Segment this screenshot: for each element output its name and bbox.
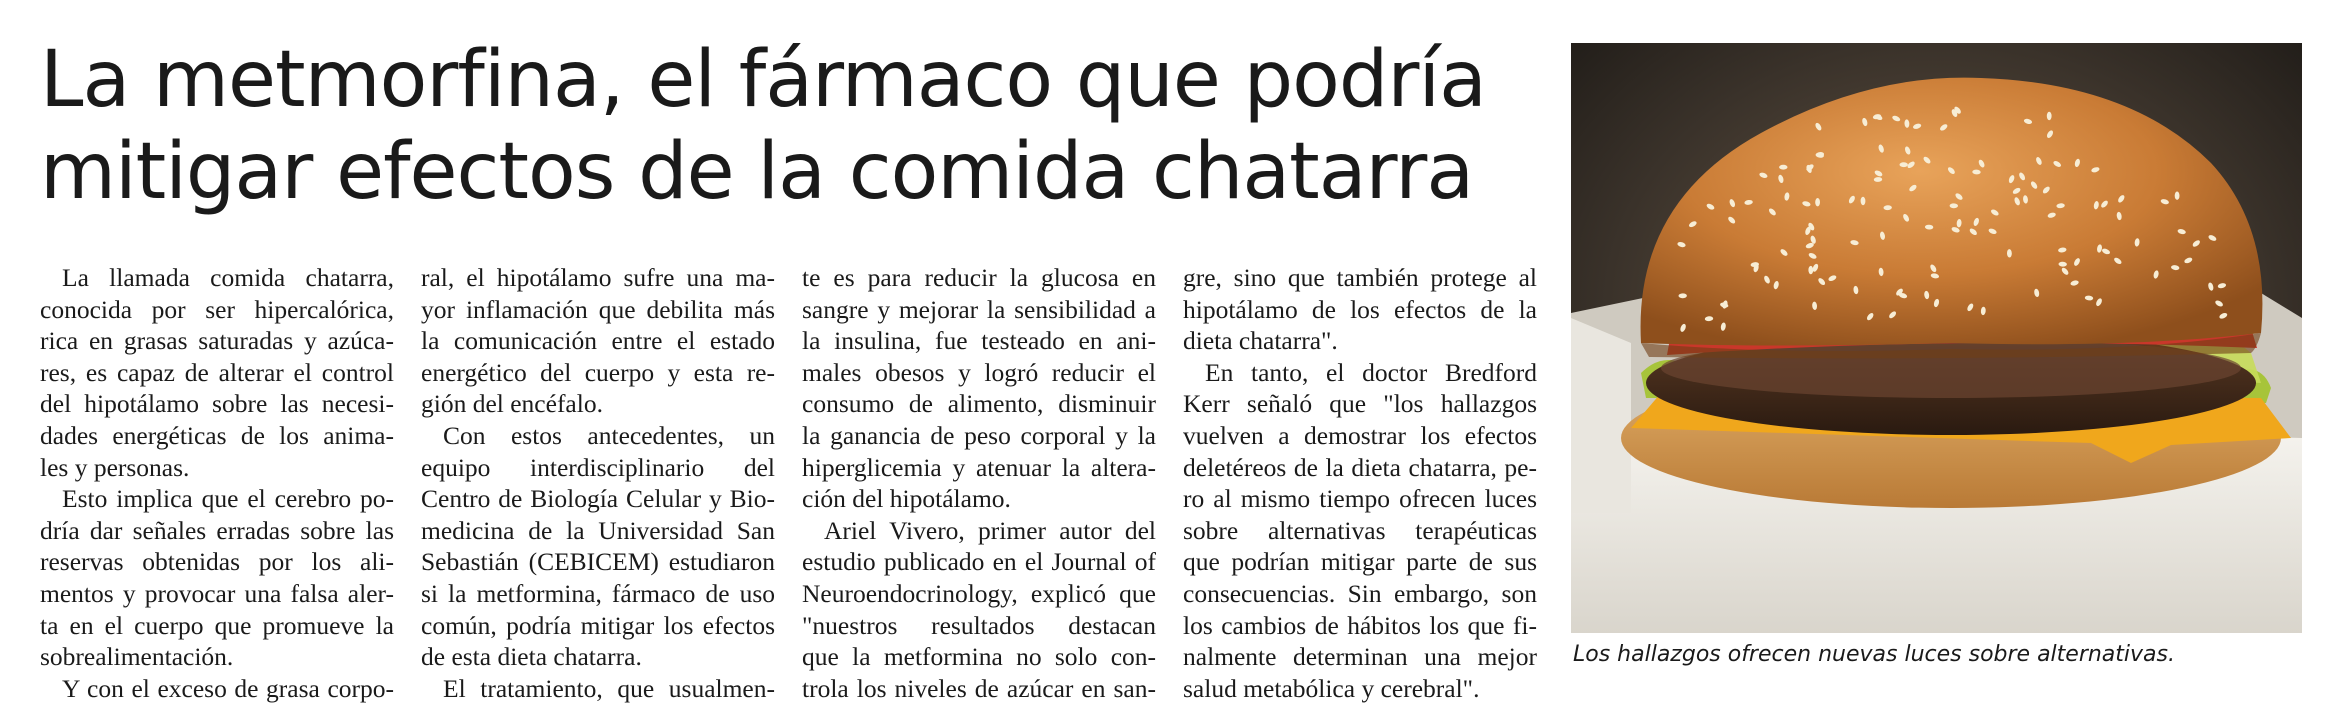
body-line: que la metformina no solo con- xyxy=(802,642,1156,672)
article-column-1 xyxy=(40,262,394,703)
article-column-3 xyxy=(802,262,1156,703)
body-line: estudio publicado en el Journal of xyxy=(802,547,1156,577)
body-line: sobrealimentación. xyxy=(40,642,234,672)
body-line: Con estos antecedentes, un xyxy=(443,420,775,450)
body-line: ción del hipotálamo. xyxy=(802,484,1011,514)
body-line: gión del encéfalo. xyxy=(421,389,603,419)
body-line: si la metformina, fármaco de uso xyxy=(421,578,775,608)
body-line: los cambios de hábitos los que fi- xyxy=(1183,610,1537,640)
box-left-wall xyxy=(1571,318,1631,513)
body-line: vuelven a demostrar los efectos xyxy=(1183,420,1537,450)
body-line: gre, sino que también protege al xyxy=(1183,263,1537,292)
body-line: nalmente determinan una mejor xyxy=(1183,642,1537,672)
body-line: dieta chatarra". xyxy=(1183,326,1338,356)
body-line: sangre y mejorar la sensibilidad a xyxy=(802,294,1156,324)
body-line: Kerr señaló que "los hallazgos xyxy=(1183,389,1537,419)
body-line: males obesos y logró reducir el xyxy=(802,357,1156,387)
body-line: La llamada comida chatarra, xyxy=(62,263,394,292)
body-line: consecuencias. Sin embargo, son xyxy=(1183,578,1537,608)
body-line: energético del cuerpo y esta re- xyxy=(421,357,775,387)
body-line: hipotálamo de los efectos de la xyxy=(1183,294,1537,324)
body-line: sobre alternativas terapéuticas xyxy=(1183,515,1537,545)
body-line: conocida por ser hipercalórica, xyxy=(40,294,394,324)
body-line: les y personas. xyxy=(40,452,190,482)
body-line: En tanto, el doctor Bredford xyxy=(1205,357,1537,387)
sesame-seed xyxy=(2047,112,2052,120)
burger-photo xyxy=(1571,43,2302,633)
body-line: El tratamiento, que usualmen- xyxy=(443,673,775,703)
sesame-seed xyxy=(2175,191,2180,199)
body-line: que podrían mitigar parte de sus xyxy=(1183,547,1537,577)
headline-line-1: La metmorfina, el fármaco que podría xyxy=(40,35,1486,125)
body-line: reservas obtenidas por los ali- xyxy=(40,547,394,577)
body-line: ta en el cuerpo que promueve la xyxy=(40,610,394,640)
body-line: Ariel Vivero, primer autor del xyxy=(824,515,1156,545)
body-line: la ganancia de peso corporal y la xyxy=(802,420,1156,450)
body-line: del hipotálamo sobre las necesi- xyxy=(40,389,394,419)
body-line: rica en grasas saturadas y azúca- xyxy=(40,326,394,356)
body-line: ral, el hipotálamo sufre una ma- xyxy=(421,263,775,292)
body-line: común, podría mitigar los efectos xyxy=(421,610,775,640)
body-line: dría dar señales erradas sobre las xyxy=(40,515,394,545)
photo-caption: Los hallazgos ofrecen nuevas luces sobre alternativas. xyxy=(1573,642,2175,667)
body-line: de esta dieta chatarra. xyxy=(421,642,642,672)
body-line: deletéreos de la dieta chatarra, pe- xyxy=(1183,452,1537,482)
article-column-2 xyxy=(421,262,775,703)
body-line: la comunicación entre el estado xyxy=(421,326,775,356)
body-line: hiperglicemia y atenuar la altera- xyxy=(802,452,1156,482)
burger-illustration xyxy=(1571,43,2302,633)
body-line: consumo de alimento, disminuir xyxy=(802,389,1156,419)
body-line: trola los niveles de azúcar en san- xyxy=(802,673,1156,703)
body-line: dades energéticas de los anima- xyxy=(40,420,394,450)
article-column-4 xyxy=(1183,262,1537,703)
body-line: "nuestros resultados destacan xyxy=(802,610,1156,640)
body-line: la insulina, fue testeado en ani- xyxy=(802,326,1156,356)
body-line: equipo interdisciplinario del xyxy=(421,452,775,482)
body-line: Y con el exceso de grasa corpo- xyxy=(62,673,394,703)
body-line: Centro de Biología Celular y Bio- xyxy=(421,484,775,514)
headline-line-2: mitigar efectos de la comida chatarra xyxy=(40,127,1474,217)
body-line: res, es capaz de alterar el control xyxy=(40,357,394,387)
article-body xyxy=(40,262,1545,703)
sesame-seed xyxy=(1779,165,1787,170)
body-line: mentos y provocar una falsa aler- xyxy=(40,578,394,608)
body-line: salud metabólica y cerebral". xyxy=(1183,673,1480,703)
body-line: te es para reducir la glucosa en xyxy=(802,263,1156,292)
headline xyxy=(40,34,1560,218)
body-line: Sebastián (CEBICEM) estudiaron xyxy=(421,547,775,577)
body-line: Esto implica que el cerebro po- xyxy=(62,484,394,514)
sesame-seed xyxy=(1900,162,1908,167)
body-line: yor inflamación que debilita más xyxy=(421,294,775,324)
body-line: Neuroendocrinology, explicó que xyxy=(802,578,1156,608)
body-line: medicina de la Universidad San xyxy=(421,515,775,545)
body-line: ro al mismo tiempo ofrecen luces xyxy=(1183,484,1537,514)
